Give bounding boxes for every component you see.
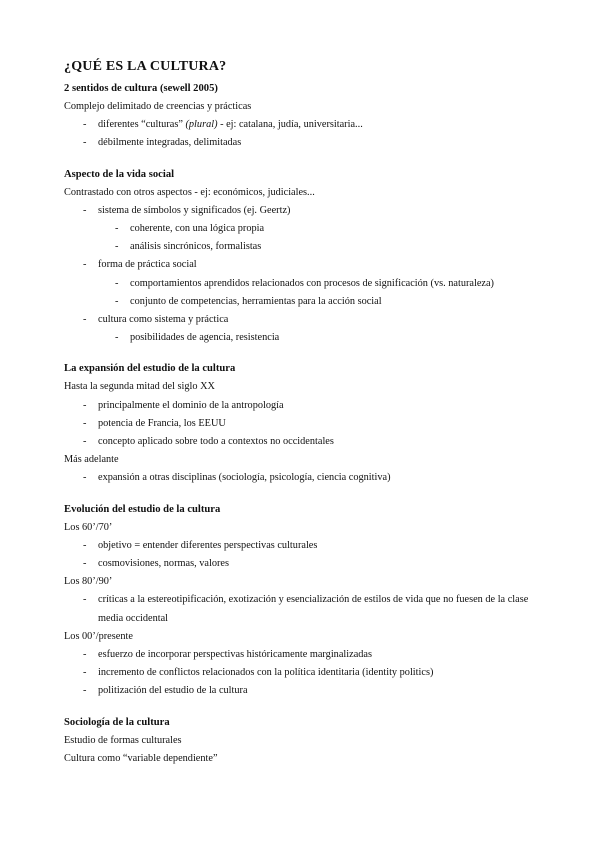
- sub-bullet-item: - posibilidades de agencia, resistencia: [64, 329, 544, 347]
- body-line: Estudio de formas culturales: [64, 734, 182, 746]
- bullet-item: - esfuerzo de incorporar perspectivas históricamente marginalizadas: [64, 646, 544, 664]
- bullet-item: - politización del estudio de la cultura: [64, 682, 544, 700]
- document-page: [64, 58, 544, 781]
- sub-bullet-item: - análisis sincrónicos, formalistas: [64, 238, 544, 256]
- section-intro: Complejo delimitado de creencias y prácticas: [64, 101, 252, 112]
- bullet-item: - principalmente el dominio de la antropología: [64, 397, 544, 415]
- bullet-item: - débilmente integradas, delimitadas: [64, 134, 544, 152]
- bullet-item: - incremento de conflictos relacionados con la política identitaria (identity politics): [64, 664, 544, 682]
- period-label: Los 80’/90’: [64, 576, 113, 588]
- bullet-item: - expansión a otras disciplinas (sociología, psicología, ciencia cognitiva): [64, 469, 544, 487]
- section-heading: Evolución del estudio de la cultura: [64, 503, 221, 515]
- section-heading: Sociología de la cultura: [64, 716, 170, 728]
- bullet-item: - forma de práctica social: [64, 256, 544, 274]
- period-label: Los 00’/presente: [64, 630, 133, 642]
- section-heading: 2 sentidos de cultura (sewell 2005): [64, 83, 218, 94]
- section-intro: Contrastado con otros aspectos - ej: económicos, judiciales...: [64, 186, 315, 198]
- bullet-item: - cosmovisiones, normas, valores: [64, 555, 544, 573]
- bullet-item: - objetivo = entender diferentes perspectivas culturales: [64, 537, 544, 555]
- bullet-item: - críticas a la estereotipificación, exotización y esencialización de estilos de vida que no fuesen de la clase media occidental: [64, 591, 544, 627]
- sub-bullet-item: - comportamientos aprendidos relacionados con procesos de significación (vs. naturaleza): [64, 275, 544, 293]
- page-title: ¿QUÉ ES LA CULTURA?: [64, 59, 227, 74]
- bullet-item: - potencia de Francia, los EEUU: [64, 415, 544, 433]
- bullet-item: - cultura como sistema y práctica: [64, 311, 544, 329]
- section-sociologia: [64, 714, 544, 768]
- section-evolucion: [64, 501, 544, 701]
- sub-bullet-item: - coherente, con una lógica propia: [64, 220, 544, 238]
- section-intro: Más adelante: [64, 454, 119, 466]
- section-heading: La expansión del estudio de la cultura: [64, 363, 236, 375]
- bullet-item: - diferentes “culturas” (plural) - ej: catalana, judía, universitaria...: [64, 116, 544, 134]
- bullet-item: - concepto aplicado sobre todo a contextos no occidentales: [64, 433, 544, 451]
- body-line: Cultura como “variable dependiente”: [64, 752, 218, 764]
- section-aspecto: [64, 166, 544, 348]
- period-label: Los 60’/70’: [64, 521, 113, 533]
- section-sentidos: [64, 80, 544, 153]
- bullet-item: - sistema de símbolos y significados (ej. Geertz): [64, 202, 544, 220]
- section-expansion: [64, 360, 544, 487]
- section-intro: Hasta la segunda mitad del siglo XX: [64, 381, 215, 393]
- section-heading: Aspecto de la vida social: [64, 168, 175, 180]
- sub-bullet-item: - conjunto de competencias, herramientas para la acción social: [64, 293, 544, 311]
